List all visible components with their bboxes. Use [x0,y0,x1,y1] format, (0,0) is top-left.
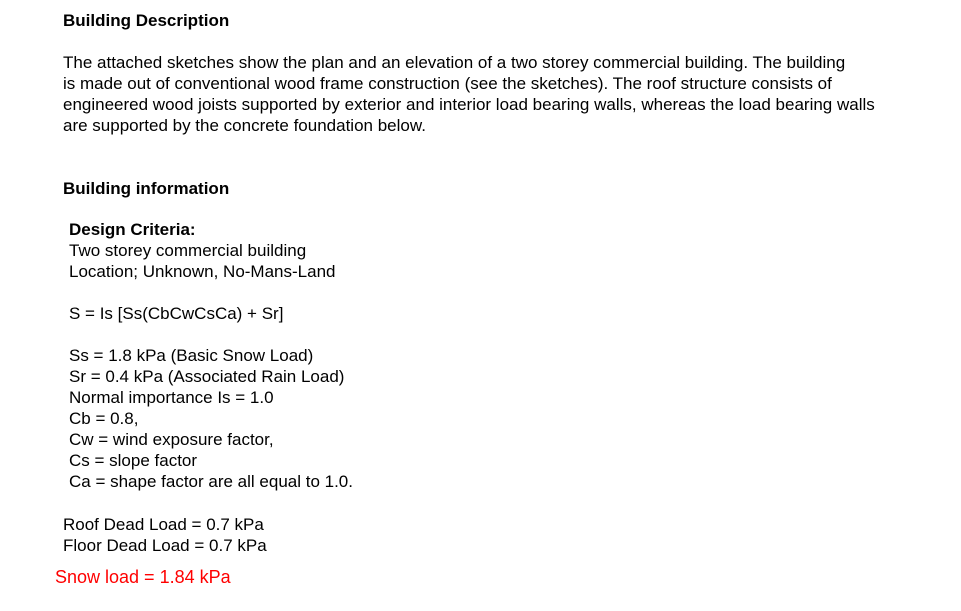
snow-load-result-text: Snow load = 1.84 kPa [55,567,231,587]
formula-text: S = Is [Ss(CbCwCsCa) + Sr] [69,304,284,323]
paragraph-line: is made out of conventional wood frame construction (see the sketches). The roof structure consists of [63,74,832,93]
snow-load-result [55,566,231,588]
factor-item: Cw = wind exposure factor, [69,430,274,449]
design-criteria-section [69,219,335,282]
building-description-paragraph [63,52,875,136]
snow-load-formula [69,303,283,324]
building-description-heading: Building Description [63,11,230,30]
factor-item: Cs = slope factor [69,451,198,470]
factor-list [69,345,353,492]
dead-load-item: Roof Dead Load = 0.7 kPa [63,515,264,534]
design-criteria-title: Design Criteria: [69,220,196,239]
design-criteria-line: Location; Unknown, No-Mans-Land [69,262,336,281]
dead-load-list [63,514,267,556]
paragraph-line: The attached sketches show the plan and an elevation of a two storey commercial building. The building [63,53,846,72]
dead-load-item: Floor Dead Load = 0.7 kPa [63,536,267,555]
factor-item: Cb = 0.8, [69,409,139,428]
design-criteria-line: Two storey commercial building [69,241,307,260]
paragraph-line: engineered wood joists supported by exterior and interior load bearing walls, whereas the load bearing walls [63,95,875,114]
paragraph-line: are supported by the concrete foundation below. [63,116,426,135]
building-information-heading: Building information [63,179,230,198]
factor-item: Ss = 1.8 kPa (Basic Snow Load) [69,346,314,365]
factor-item: Sr = 0.4 kPa (Associated Rain Load) [69,367,345,386]
factor-item: Ca = shape factor are all equal to 1.0. [69,472,353,491]
factor-item: Normal importance Is = 1.0 [69,388,274,407]
